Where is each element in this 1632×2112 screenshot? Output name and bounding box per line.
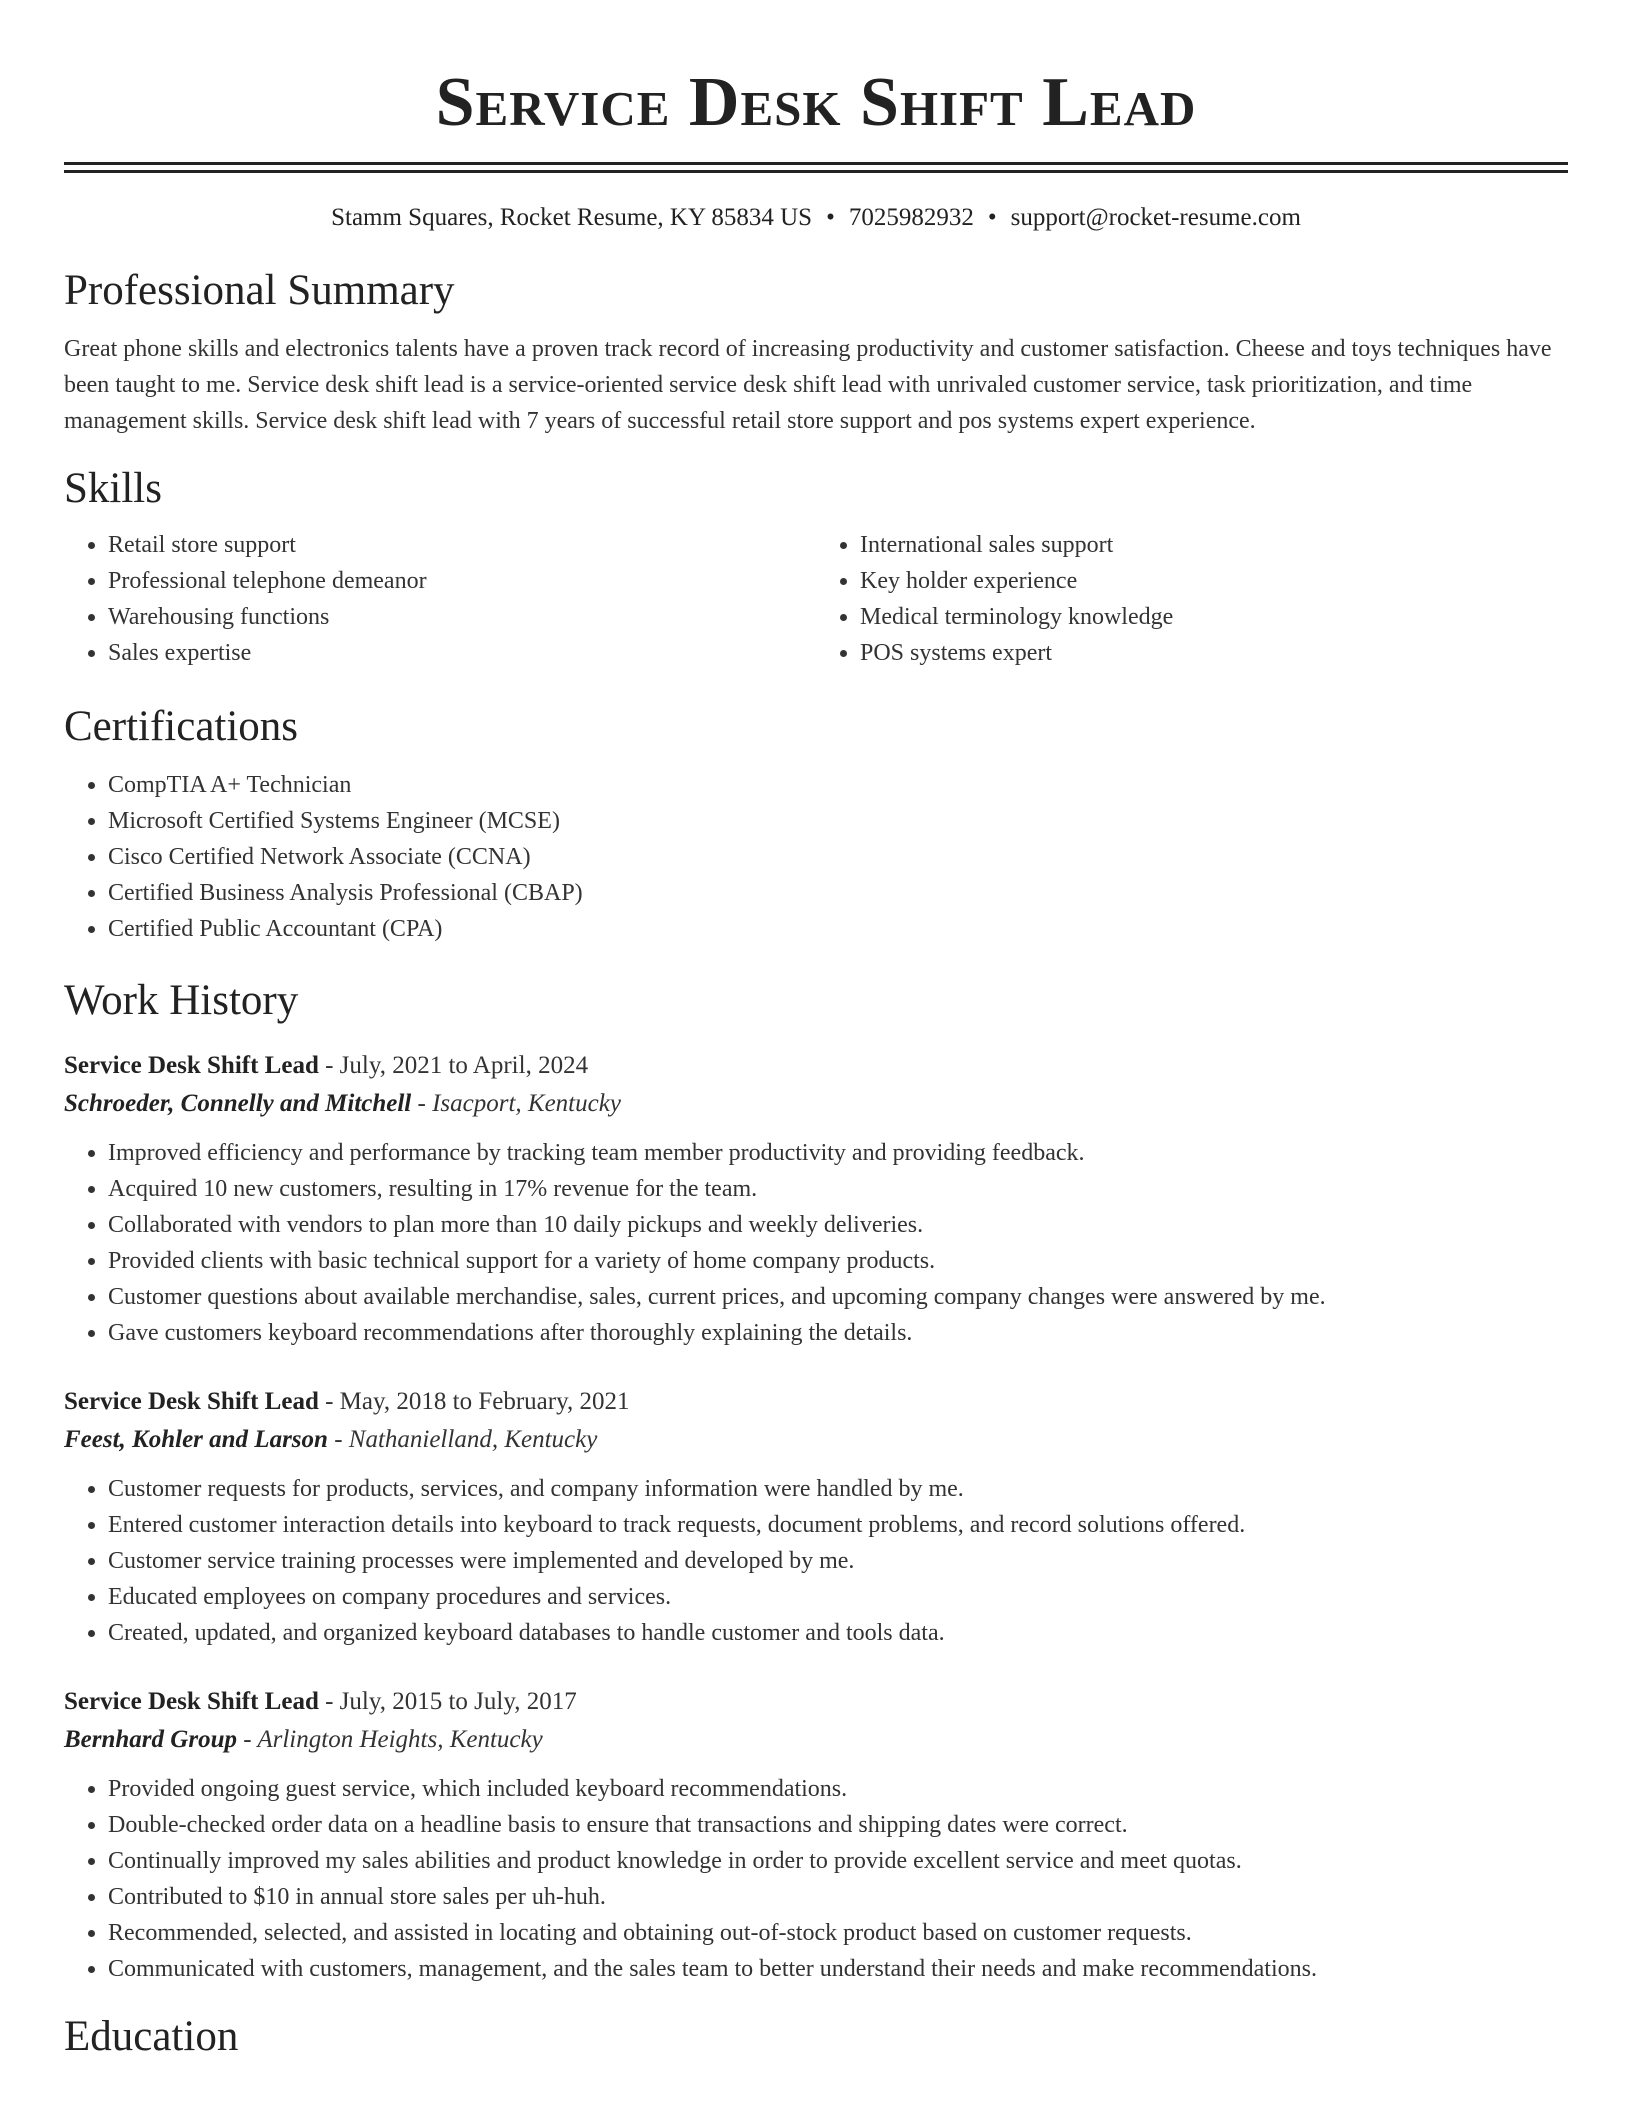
skill-item: • POS systems expert	[860, 635, 1568, 671]
job-role: Service Desk Shift Lead	[64, 1688, 319, 1715]
certification-item: • Certified Business Analysis Professional (CBAP)	[108, 875, 1568, 911]
contact-separator: •	[826, 204, 835, 231]
job-dates: - July, 2021 to April, 2024	[318, 1052, 589, 1079]
skills-list	[64, 527, 1568, 671]
job-bullet: • Communicated with customers, management, and the sales team to better understand their needs and make recommendations.	[108, 1951, 1568, 1987]
certification-item: • CompTIA A+ Technician	[108, 767, 1568, 803]
job-bullet: • Customer service training processes were implemented and developed by me.	[108, 1543, 1568, 1579]
contact-address: Stamm Squares, Rocket Resume, KY 85834 US	[331, 204, 813, 231]
job-title-line	[64, 1383, 1568, 1421]
job-entry	[64, 1683, 1568, 1987]
job-dates: - May, 2018 to February, 2021	[318, 1388, 630, 1415]
job-title-line	[64, 1683, 1568, 1721]
certifications-heading: Certifications	[64, 703, 299, 750]
job-company: Schroeder, Connelly and Mitchell	[64, 1090, 412, 1117]
job-role: Service Desk Shift Lead	[64, 1052, 319, 1079]
job-entry	[64, 1383, 1568, 1651]
skills-column-left	[64, 527, 816, 671]
job-entry	[64, 1047, 1568, 1351]
education-heading: Education	[64, 2013, 239, 2060]
summary-heading: Professional Summary	[64, 267, 455, 314]
job-dates: - July, 2015 to July, 2017	[318, 1688, 577, 1715]
job-title-line	[64, 1047, 1568, 1085]
title-divider	[64, 162, 1568, 173]
job-bullet: • Provided ongoing guest service, which included keyboard recommendations.	[108, 1771, 1568, 1807]
resume-title: Service Desk Shift Lead	[435, 64, 1197, 141]
job-bullet: • Entered customer interaction details into keyboard to track requests, document problems, and record solutions offered.	[108, 1507, 1568, 1543]
job-company: Feest, Kohler and Larson	[64, 1426, 328, 1453]
certification-item: • Cisco Certified Network Associate (CCNA)	[108, 839, 1568, 875]
job-bullet: • Gave customers keyboard recommendations after thoroughly explaining the details.	[108, 1315, 1568, 1351]
work-history-heading: Work History	[64, 977, 299, 1024]
skill-item: • Professional telephone demeanor	[108, 563, 816, 599]
skills-column-right	[816, 527, 1568, 671]
contact-phone: 7025982932	[848, 204, 974, 231]
job-bullet: • Continually improved my sales abilities and product knowledge in order to provide excellent service and meet quotas.	[108, 1843, 1568, 1879]
job-role: Service Desk Shift Lead	[64, 1388, 319, 1415]
job-bullets	[64, 1471, 1568, 1651]
job-bullet: • Educated employees on company procedures and services.	[108, 1579, 1568, 1615]
contact-email: support@rocket-resume.com	[1010, 204, 1301, 231]
skill-item: • Medical terminology knowledge	[860, 599, 1568, 635]
job-bullet: • Double-checked order data on a headline basis to ensure that transactions and shipping dates were correct.	[108, 1807, 1568, 1843]
job-bullets	[64, 1771, 1568, 1987]
skill-item: • Retail store support	[108, 527, 816, 563]
job-location: - Isacport, Kentucky	[411, 1090, 621, 1117]
job-bullet: • Created, updated, and organized keyboard databases to handle customer and tools data.	[108, 1615, 1568, 1651]
job-location: - Nathanielland, Kentucky	[327, 1426, 598, 1453]
summary-text: Great phone skills and electronics talents have a proven track record of increasing productivity and customer satisfaction. Cheese and toys techniques have been taught to me. Service desk shift lead is a service-oriented service desk shift lead with unrivaled customer service, task prioritization, and time management skills. Service desk shift lead with 7 years of successful retail store support and pos systems expert experience.	[64, 336, 1552, 434]
contact-separator: •	[987, 204, 997, 231]
skill-item: • Sales expertise	[108, 635, 816, 671]
certification-item: • Certified Public Accountant (CPA)	[108, 911, 1568, 947]
certifications-list	[64, 767, 1568, 947]
job-company-line	[64, 1721, 1568, 1759]
job-bullet: • Contributed to $10 in annual store sales per uh-huh.	[108, 1879, 1568, 1915]
job-bullet: • Acquired 10 new customers, resulting in 17% revenue for the team.	[108, 1171, 1568, 1207]
job-bullet: • Provided clients with basic technical support for a variety of home company products.	[108, 1243, 1568, 1279]
job-company-line	[64, 1085, 1568, 1123]
skill-item: • Warehousing functions	[108, 599, 816, 635]
job-bullet: • Improved efficiency and performance by tracking team member productivity and providing feedback.	[108, 1135, 1568, 1171]
certification-item: • Microsoft Certified Systems Engineer (MCSE)	[108, 803, 1568, 839]
skill-item: • International sales support	[860, 527, 1568, 563]
job-bullet: • Customer requests for products, services, and company information were handled by me.	[108, 1471, 1568, 1507]
job-bullets	[64, 1135, 1568, 1351]
job-company: Bernhard Group	[64, 1726, 237, 1753]
job-bullet: • Recommended, selected, and assisted in locating and obtaining out-of-stock product based on customer requests.	[108, 1915, 1568, 1951]
job-company-line	[64, 1421, 1568, 1459]
job-location: - Arlington Heights, Kentucky	[236, 1726, 543, 1753]
skills-heading: Skills	[64, 465, 162, 512]
contact-line	[64, 201, 1568, 235]
skill-item: • Key holder experience	[860, 563, 1568, 599]
job-bullet: • Collaborated with vendors to plan more than 10 daily pickups and weekly deliveries.	[108, 1207, 1568, 1243]
job-bullet: • Customer questions about available merchandise, sales, current prices, and upcoming company changes were answered by me.	[108, 1279, 1568, 1315]
